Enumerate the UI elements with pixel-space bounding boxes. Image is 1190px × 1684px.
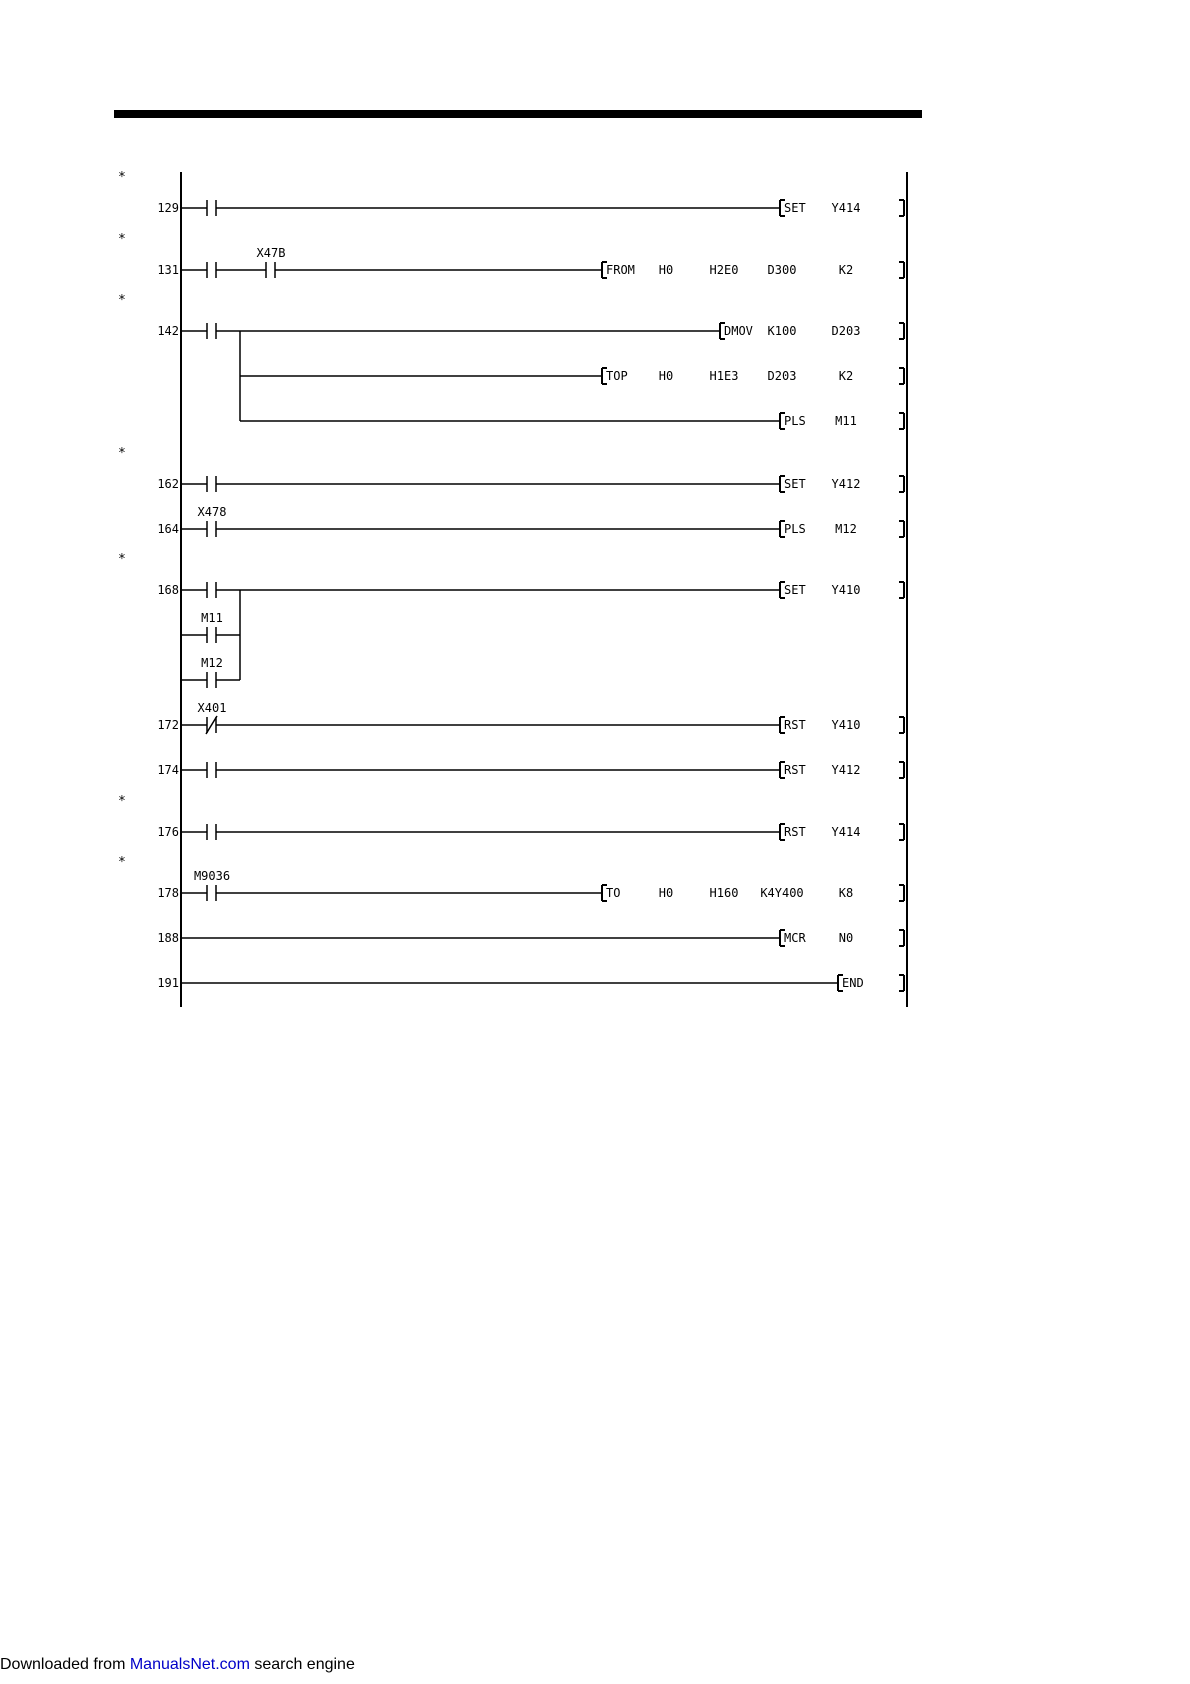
contact-label: M9036 — [193, 869, 231, 883]
rung-comment-marker: * — [118, 552, 126, 567]
instruction-mnemonic: END — [842, 976, 864, 990]
footer-prefix: Downloaded from — [0, 1656, 130, 1673]
step-number: 164 — [157, 522, 179, 536]
instruction-operand: H0 — [658, 886, 674, 900]
instruction-mnemonic: MCR — [784, 931, 806, 945]
instruction-operand: N0 — [838, 931, 854, 945]
contact-label: X401 — [197, 701, 227, 715]
step-number: 174 — [157, 763, 179, 777]
step-number: 168 — [157, 583, 179, 597]
step-number: 172 — [157, 718, 179, 732]
instruction-mnemonic: SET — [784, 583, 806, 597]
instruction-operand: K4Y400 — [760, 886, 804, 900]
instruction-operand: H0 — [658, 369, 674, 383]
rung-comment-marker: * — [118, 446, 126, 461]
rung-comment-marker: * — [118, 794, 126, 809]
step-number: 188 — [157, 931, 179, 945]
footer-suffix: search engine — [249, 1656, 355, 1673]
step-number: 142 — [157, 324, 179, 338]
step-number: 129 — [157, 201, 179, 215]
contact-label: X478 — [197, 505, 227, 519]
instruction-mnemonic: SET — [784, 201, 806, 215]
step-number: 178 — [157, 886, 179, 900]
instruction-mnemonic: RST — [784, 825, 806, 839]
instruction-mnemonic: PLS — [784, 522, 806, 536]
instruction-mnemonic: RST — [784, 718, 806, 732]
instruction-operand: H160 — [709, 886, 739, 900]
instruction-operand: Y410 — [831, 718, 861, 732]
instruction-mnemonic: SET — [784, 477, 806, 491]
footer-text — [0, 1656, 355, 1674]
instruction-operand: Y412 — [831, 763, 861, 777]
instruction-operand: H2E0 — [709, 263, 739, 277]
instruction-operand: K100 — [767, 324, 797, 338]
instruction-operand: H0 — [658, 263, 674, 277]
instruction-operand: M11 — [835, 414, 857, 428]
instruction-mnemonic: RST — [784, 763, 806, 777]
rung-comment-marker: * — [118, 293, 126, 308]
step-number: 191 — [157, 976, 179, 990]
instruction-operand: Y410 — [831, 583, 861, 597]
instruction-mnemonic: FROM — [606, 263, 635, 277]
instruction-operand: M12 — [835, 522, 857, 536]
instruction-operand: D203 — [831, 324, 861, 338]
step-number: 176 — [157, 825, 179, 839]
header-rule — [114, 110, 922, 118]
contact-label: M11 — [201, 611, 223, 625]
step-number: 131 — [157, 263, 179, 277]
rung-comment-marker: * — [118, 855, 126, 870]
instruction-mnemonic: TO — [606, 886, 621, 900]
instruction-operand: D203 — [767, 369, 797, 383]
contact-label: X47B — [256, 246, 286, 260]
instruction-mnemonic: TOP — [606, 369, 628, 383]
instruction-operand: K2 — [838, 369, 854, 383]
step-number: 162 — [157, 477, 179, 491]
instruction-operand: D300 — [767, 263, 797, 277]
instruction-operand: H1E3 — [709, 369, 739, 383]
instruction-mnemonic: PLS — [784, 414, 806, 428]
footer-link[interactable]: ManualsNet.com — [129, 1656, 250, 1673]
instruction-operand: Y412 — [831, 477, 861, 491]
rung-comment-marker: * — [118, 232, 126, 247]
instruction-operand: Y414 — [831, 825, 861, 839]
instruction-operand: K8 — [838, 886, 854, 900]
instruction-operand: Y414 — [831, 201, 861, 215]
instruction-operand: K2 — [838, 263, 854, 277]
rung-comment-marker: * — [118, 170, 126, 185]
instruction-mnemonic: DMOV — [724, 324, 753, 338]
rungs-layer — [118, 170, 904, 991]
contact-label: M12 — [201, 656, 223, 670]
